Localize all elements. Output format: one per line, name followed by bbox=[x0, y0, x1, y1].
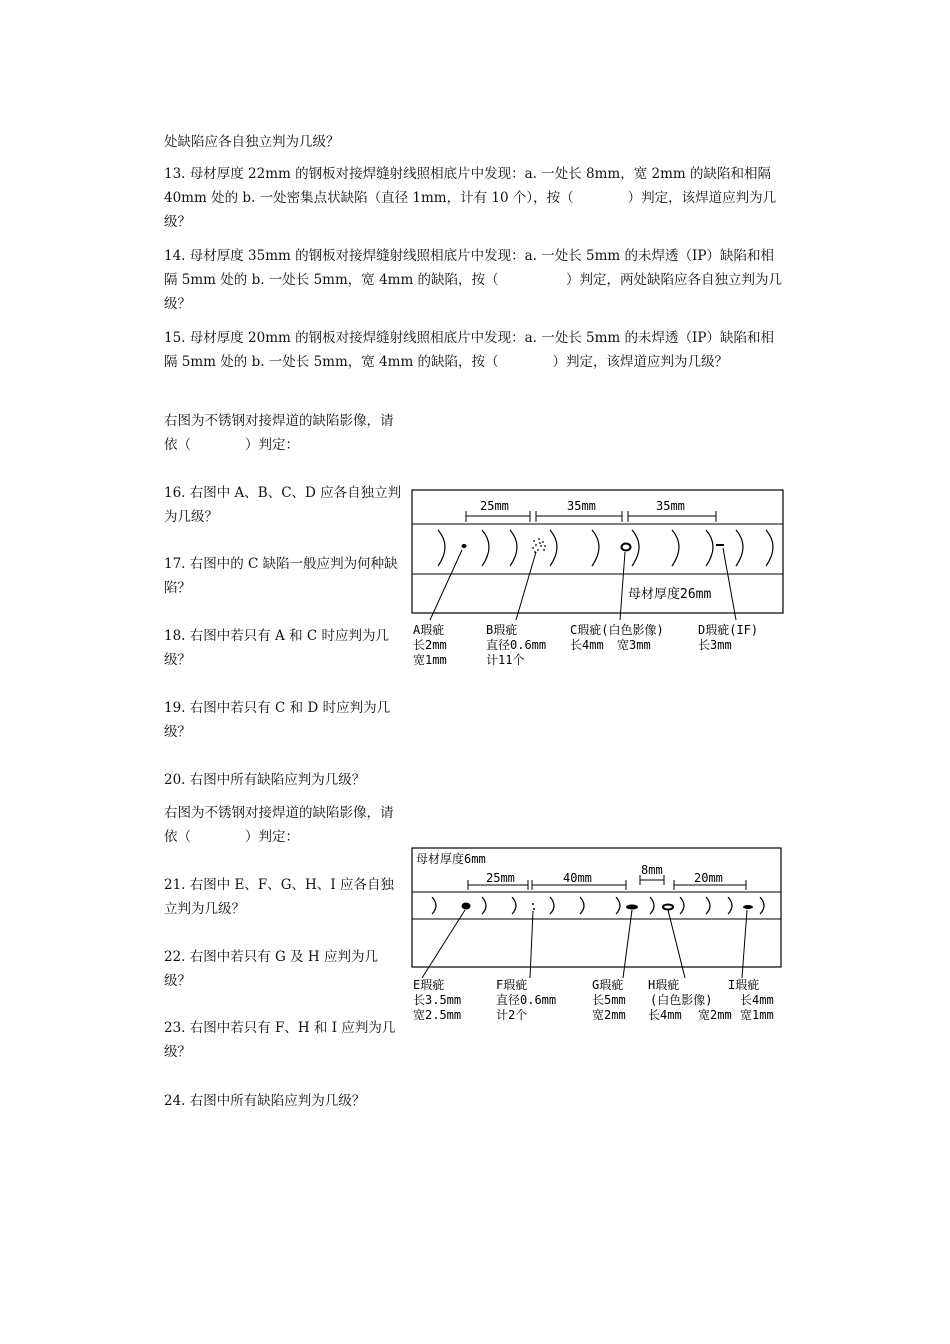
question-23: 23. 右图中若只有 F、H 和 I 应判为几级？ bbox=[164, 1020, 396, 1060]
figure2-intro: 右图为不锈钢对接焊道的缺陷影像，请依（ ）判定： bbox=[164, 805, 394, 845]
defect-b-cluster bbox=[532, 538, 546, 553]
paragraph-continuation: 处缺陷应各自独立判为几级？ bbox=[164, 134, 340, 150]
svg-text:长5mm: 长5mm bbox=[592, 993, 626, 1007]
svg-text:长3mm: 长3mm bbox=[698, 638, 732, 652]
question-20: 20. 右图中所有缺陷应判为几级？ bbox=[164, 772, 366, 788]
question-17: 17. 右图中的 C 缺陷一般应判为何种缺陷？ bbox=[164, 556, 398, 596]
svg-text:宽1mm: 宽1mm bbox=[740, 1008, 774, 1022]
svg-text:宽2.5mm: 宽2.5mm bbox=[413, 1008, 462, 1022]
svg-text:宽3mm: 宽3mm bbox=[617, 638, 651, 652]
svg-text:长4mm: 长4mm bbox=[570, 638, 604, 652]
svg-text:宽2mm: 宽2mm bbox=[592, 1008, 626, 1022]
defect-g bbox=[626, 905, 638, 910]
svg-text:计2个: 计2个 bbox=[496, 1008, 528, 1022]
fig1-a-label: A瑕疵 bbox=[413, 623, 445, 637]
fig1-c-label: C瑕疵(白色影像) bbox=[570, 623, 664, 637]
fig2-h-label: H瑕疵 bbox=[648, 978, 680, 992]
fig2-dim-1: 25mm bbox=[486, 871, 515, 885]
svg-text:长4mm: 长4mm bbox=[740, 993, 774, 1007]
fig1-thickness: 母材厚度26mm bbox=[628, 587, 712, 602]
question-18: 18. 右图中若只有 A 和 C 时应判为几级？ bbox=[164, 628, 390, 668]
fig2-i-label: I瑕疵 bbox=[728, 978, 760, 992]
defect-i bbox=[743, 905, 753, 909]
svg-text:宽2mm: 宽2mm bbox=[698, 1008, 732, 1022]
fig1-b-label: B瑕疵 bbox=[486, 623, 518, 637]
svg-text:宽1mm: 宽1mm bbox=[413, 653, 447, 667]
defect-f bbox=[532, 903, 535, 910]
fig2-dim-4: 20mm bbox=[694, 871, 723, 885]
question-22: 22. 右图中若只有 G 及 H 应判为几级？ bbox=[164, 949, 378, 989]
figure1-intro: 右图为不锈钢对接焊道的缺陷影像，请依（ ）判定： bbox=[164, 413, 394, 453]
weld-defect-figure-1 bbox=[410, 486, 786, 676]
question-14: 14. 母材厚度 35mm 的钢板对接焊缝射线照相底片中发现：a. 一处长 5mm 的未焊透（IP）缺陷和相隔 5mm 处的 b. 一处长 5mm，宽 4mm 的缺陷，按（ ）判定，两处缺陷应各自独立判为几级？ bbox=[164, 248, 783, 312]
fig1-dim-2: 35mm bbox=[567, 499, 596, 513]
fig1-dim-3: 35mm bbox=[656, 499, 685, 513]
fig2-dim-2: 40mm bbox=[563, 871, 592, 885]
question-13: 13. 母材厚度 22mm 的钢板对接焊缝射线照相底片中发现：a. 一处长 8mm，宽 2mm 的缺陷和相隔 40mm 处的 b. 一处密集点状缺陷（直径 1mm，计有 10 个），按（ ）判定，该焊道应判为几级？ bbox=[164, 166, 777, 230]
svg-text:长3.5mm: 长3.5mm bbox=[413, 993, 462, 1007]
svg-text:长2mm: 长2mm bbox=[413, 638, 447, 652]
defect-h bbox=[663, 905, 673, 910]
fig2-thickness: 母材厚度6mm bbox=[416, 852, 486, 866]
question-24: 24. 右图中所有缺陷应判为几级？ bbox=[164, 1093, 366, 1109]
question-19: 19. 右图中若只有 C 和 D 时应判为几级？ bbox=[164, 700, 391, 740]
question-16: 16. 右图中 A、B、C、D 应各自独立判为几级？ bbox=[164, 485, 402, 525]
defect-e bbox=[462, 903, 471, 910]
fig2-dim-3: 8mm bbox=[641, 863, 663, 877]
fig2-g-label: G瑕疵 bbox=[592, 978, 624, 992]
defect-a bbox=[462, 544, 467, 548]
fig2-f-label: F瑕疵 bbox=[496, 978, 528, 992]
question-15: 15. 母材厚度 20mm 的钢板对接焊缝射线照相底片中发现：a. 一处长 5mm 的未焊透（IP）缺陷和相隔 5mm 处的 b. 一处长 5mm，宽 4mm 的缺陷，按（ ）判定，该焊道应判为几级？ bbox=[164, 330, 774, 370]
svg-text:(白色影像): (白色影像) bbox=[650, 993, 713, 1007]
fig2-e-label: E瑕疵 bbox=[413, 978, 445, 992]
svg-text:计11个: 计11个 bbox=[486, 653, 525, 667]
defect-c bbox=[622, 544, 631, 551]
svg-text:直径0.6mm: 直径0.6mm bbox=[486, 638, 547, 652]
fig1-dim-1: 25mm bbox=[480, 499, 509, 513]
fig1-d-label: D瑕疵(IF) bbox=[698, 623, 759, 637]
svg-text:直径0.6mm: 直径0.6mm bbox=[496, 993, 557, 1007]
svg-text:长4mm: 长4mm bbox=[648, 1008, 682, 1022]
question-21: 21. 右图中 E、F、G、H、I 应各自独立判为几级？ bbox=[164, 877, 394, 917]
weld-defect-figure-2 bbox=[410, 844, 786, 1032]
